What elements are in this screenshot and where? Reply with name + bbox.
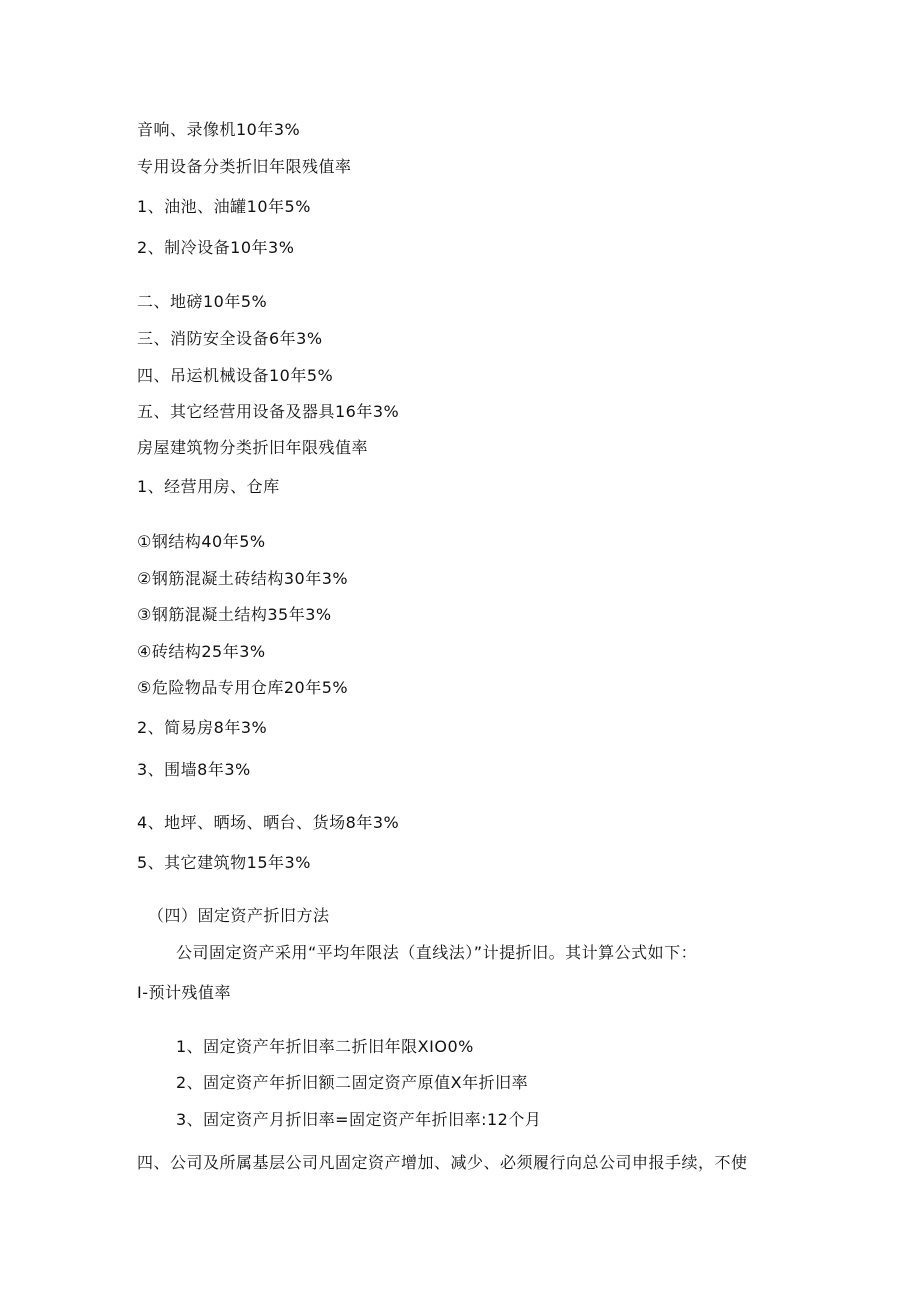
text-line-brick-structure: ④砖结构25年3% xyxy=(137,642,266,661)
formula-annual-amount: 2、固定资产年折旧额二固定资产原值X年折旧率 xyxy=(176,1073,529,1092)
formula-monthly-rate: 3、固定资产月折旧率=固定资产年折旧率:12个月 xyxy=(176,1110,542,1129)
text-line-oil-tanks: 1、油池、油罐10年5% xyxy=(137,197,311,216)
paragraph-straight-line-method: 公司固定资产采用“平均年限法（直线法）”计提折旧。其计算公式如下： xyxy=(176,943,698,962)
text-line-hoisting: 四、吊运机械设备10年5% xyxy=(137,366,334,385)
text-line-refrigeration: 2、制冷设备10年3% xyxy=(137,238,295,257)
text-line-steel-structure: ①钢结构40年5% xyxy=(137,532,266,551)
section-heading-depreciation-method: （四）固定资产折旧方法 xyxy=(148,906,330,925)
formula-annual-rate: 1、固定资产年折旧率二折旧年限XIO0% xyxy=(176,1037,474,1056)
text-line-yards: 4、地坪、晒场、晒台、货场8年3% xyxy=(137,813,400,832)
text-line-business-housing: 1、经营用房、仓库 xyxy=(137,477,280,496)
text-line-audio-video: 音响、录像机10年3% xyxy=(137,120,301,139)
section-heading-buildings: 房屋建筑物分类折旧年限残值率 xyxy=(137,438,369,457)
text-line-other-equipment: 五、其它经营用设备及器具16年3% xyxy=(137,402,400,421)
text-line-rc-structure: ③钢筋混凝土结构35年3% xyxy=(137,605,332,624)
text-line-other-buildings: 5、其它建筑物15年3% xyxy=(137,853,311,872)
paragraph-asset-reporting: 四、公司及所属基层公司凡固定资产增加、减少、必须履行向总公司申报手续，不使 xyxy=(137,1153,748,1172)
text-line-rc-brick: ②钢筋混凝土砖结构30年3% xyxy=(137,569,349,588)
text-line-hazardous-warehouse: ⑤危险物品专用仓库20年5% xyxy=(137,678,349,697)
section-heading-special-equipment: 专用设备分类折旧年限残值率 xyxy=(137,157,352,176)
text-line-fire-safety: 三、消防安全设备6年3% xyxy=(137,329,323,348)
formula-residual-rate: I-预计残值率 xyxy=(137,983,231,1002)
text-line-simple-house: 2、简易房8年3% xyxy=(137,718,268,737)
text-line-walls: 3、围墙8年3% xyxy=(137,760,251,779)
text-line-weighbridge: 二、地磅10年5% xyxy=(137,292,268,311)
